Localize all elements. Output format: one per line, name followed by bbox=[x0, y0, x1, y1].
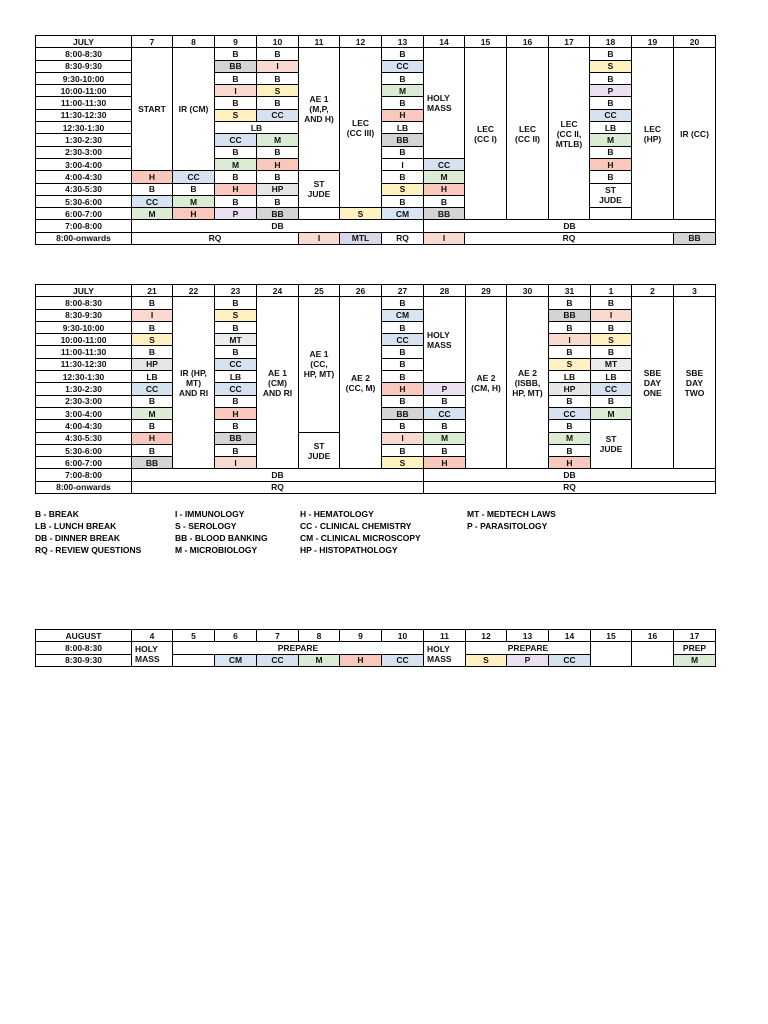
day-header: 9 bbox=[215, 36, 257, 48]
session-cell: S bbox=[590, 60, 632, 72]
session-cell: H bbox=[132, 432, 173, 444]
session-cell: H bbox=[215, 183, 257, 195]
time-slot: 4:30-5:30 bbox=[36, 183, 132, 195]
legend-item: CM - CLINICAL MICROSCOPY bbox=[300, 533, 421, 543]
legend-item: HP - HISTOPATHOLOGY bbox=[300, 545, 398, 555]
time-slot: 8:00-onwards bbox=[36, 481, 132, 493]
day-header: 30 bbox=[507, 285, 549, 297]
day-header: 12 bbox=[466, 630, 507, 642]
day-header: 8 bbox=[299, 630, 340, 642]
session-cell: DB bbox=[424, 469, 716, 481]
session-cell: CC bbox=[215, 134, 257, 146]
session-cell: CC bbox=[382, 334, 424, 346]
session-cell: I bbox=[299, 232, 340, 244]
session-cell: I bbox=[257, 60, 299, 72]
session-cell: B bbox=[382, 171, 424, 183]
session-cell: CC bbox=[424, 158, 465, 170]
session-cell: LB bbox=[215, 371, 257, 383]
session-cell: RQ bbox=[382, 232, 424, 244]
time-slot: 1:30-2:30 bbox=[36, 134, 132, 146]
session-cell: PREPARE bbox=[173, 642, 424, 654]
session-cell: ST JUDE bbox=[299, 171, 340, 208]
session-cell: H bbox=[215, 407, 257, 419]
session-cell: HP bbox=[132, 358, 173, 370]
session-cell: M bbox=[257, 134, 299, 146]
session-cell: B bbox=[132, 297, 173, 309]
day-header: 10 bbox=[382, 630, 424, 642]
session-cell: S bbox=[215, 109, 257, 121]
day-header: 14 bbox=[549, 630, 591, 642]
day-header: 13 bbox=[507, 630, 549, 642]
session-cell: CC bbox=[257, 654, 299, 666]
session-cell: LEC (HP) bbox=[632, 48, 674, 220]
time-slot: 5:30-6:00 bbox=[36, 444, 132, 456]
session-cell: MTL bbox=[340, 232, 382, 244]
session-cell: LEC (CC II) bbox=[507, 48, 549, 220]
session-cell: M bbox=[674, 654, 716, 666]
schedule-table bbox=[35, 284, 716, 494]
session-cell: B bbox=[132, 395, 173, 407]
session-cell: B bbox=[382, 321, 424, 333]
day-header: 2 bbox=[632, 285, 674, 297]
session-cell: B bbox=[132, 346, 173, 358]
schedule-table bbox=[35, 35, 716, 245]
session-cell: B bbox=[257, 195, 299, 207]
session-cell: AE 1 (CC, HP, MT) bbox=[299, 297, 340, 432]
session-cell: I bbox=[549, 334, 591, 346]
legend-item: I - IMMUNOLOGY bbox=[175, 509, 245, 519]
session-cell: HP bbox=[549, 383, 591, 395]
session-cell: B bbox=[382, 297, 424, 309]
day-header: 16 bbox=[632, 630, 674, 642]
session-cell: H bbox=[382, 383, 424, 395]
legend-item: H - HEMATOLOGY bbox=[300, 509, 374, 519]
session-cell: DB bbox=[424, 220, 716, 232]
session-cell: B bbox=[382, 195, 424, 207]
session-cell: I bbox=[215, 457, 257, 469]
session-cell: B bbox=[382, 48, 424, 60]
session-cell: B bbox=[382, 420, 424, 432]
session-cell: CC bbox=[132, 195, 173, 207]
session-cell: AE 2 (CM, H) bbox=[466, 297, 507, 469]
session-cell: B bbox=[549, 420, 591, 432]
session-cell: I bbox=[424, 232, 465, 244]
session-cell: CC bbox=[382, 654, 424, 666]
header-row bbox=[36, 36, 716, 48]
session-cell: CC bbox=[173, 171, 215, 183]
day-header: 20 bbox=[674, 36, 716, 48]
time-slot: 7:00-8:00 bbox=[36, 469, 132, 481]
time-slot: 2:30-3:00 bbox=[36, 146, 132, 158]
day-header: 17 bbox=[674, 630, 716, 642]
month-label: JULY bbox=[36, 285, 132, 297]
session-cell bbox=[299, 208, 340, 220]
session-cell: M bbox=[173, 195, 215, 207]
session-cell: CC bbox=[549, 654, 591, 666]
day-header: 14 bbox=[424, 36, 465, 48]
session-cell: M bbox=[132, 407, 173, 419]
session-cell bbox=[591, 642, 632, 667]
session-cell: S bbox=[132, 334, 173, 346]
session-cell: S bbox=[466, 654, 507, 666]
session-cell: B bbox=[549, 395, 591, 407]
time-slot: 10:00-11:00 bbox=[36, 334, 132, 346]
session-cell: P bbox=[215, 208, 257, 220]
schedule-table bbox=[35, 629, 716, 667]
session-cell: B bbox=[132, 183, 173, 195]
month-label: AUGUST bbox=[36, 630, 132, 642]
day-header: 16 bbox=[507, 36, 549, 48]
session-cell: HOLY MASS bbox=[424, 48, 465, 159]
session-cell: H bbox=[424, 183, 465, 195]
time-slot: 7:00-8:00 bbox=[36, 220, 132, 232]
time-slot: 8:00-8:30 bbox=[36, 297, 132, 309]
session-cell: B bbox=[424, 195, 465, 207]
session-cell: AE 1 (CM) AND RI bbox=[257, 297, 299, 469]
session-cell: LEC (CC II, MTLB) bbox=[549, 48, 590, 220]
time-slot: 11:00-11:30 bbox=[36, 97, 132, 109]
session-cell: H bbox=[549, 457, 591, 469]
session-cell: H bbox=[132, 171, 173, 183]
session-cell: S bbox=[382, 183, 424, 195]
session-cell: BB bbox=[382, 134, 424, 146]
time-slot: 3:00-4:00 bbox=[36, 158, 132, 170]
session-cell: BB bbox=[215, 432, 257, 444]
day-header: 6 bbox=[215, 630, 257, 642]
schedule-august-week-1 bbox=[35, 629, 715, 667]
session-cell: B bbox=[257, 97, 299, 109]
session-cell: CC bbox=[424, 407, 466, 419]
session-cell: B bbox=[382, 346, 424, 358]
session-cell: I bbox=[215, 85, 257, 97]
session-cell: M bbox=[132, 208, 173, 220]
session-cell: B bbox=[549, 346, 591, 358]
day-header: 11 bbox=[424, 630, 466, 642]
session-cell: B bbox=[590, 48, 632, 60]
session-cell: B bbox=[215, 195, 257, 207]
session-cell: CC bbox=[257, 109, 299, 121]
time-slot: 8:30-9:30 bbox=[36, 60, 132, 72]
day-header: 8 bbox=[173, 36, 215, 48]
session-cell: B bbox=[215, 146, 257, 158]
time-slot: 5:30-6:00 bbox=[36, 195, 132, 207]
session-cell: B bbox=[590, 146, 632, 158]
day-header: 19 bbox=[632, 36, 674, 48]
session-cell: RQ bbox=[465, 232, 674, 244]
session-cell: M bbox=[590, 134, 632, 146]
time-slot: 6:00-7:00 bbox=[36, 208, 132, 220]
day-header: 17 bbox=[549, 36, 590, 48]
legend-item: M - MICROBIOLOGY bbox=[175, 545, 258, 555]
time-slot: 12:30-1:30 bbox=[36, 371, 132, 383]
session-cell: P bbox=[424, 383, 466, 395]
session-cell: B bbox=[215, 97, 257, 109]
session-cell: B bbox=[591, 346, 632, 358]
day-header: 10 bbox=[257, 36, 299, 48]
session-cell: DB bbox=[132, 469, 424, 481]
session-cell: LB bbox=[590, 122, 632, 134]
session-cell: DB bbox=[132, 220, 424, 232]
session-cell: BB bbox=[215, 60, 257, 72]
session-cell: MT bbox=[591, 358, 632, 370]
session-cell: HOLY MASS bbox=[424, 642, 466, 667]
session-cell: BB bbox=[674, 232, 716, 244]
time-slot: 6:00-7:00 bbox=[36, 457, 132, 469]
session-cell: B bbox=[549, 297, 591, 309]
time-slot: 4:30-5:30 bbox=[36, 432, 132, 444]
session-cell: B bbox=[382, 358, 424, 370]
day-header: 25 bbox=[299, 285, 340, 297]
session-cell: M bbox=[549, 432, 591, 444]
session-cell: BB bbox=[132, 457, 173, 469]
session-cell: S bbox=[215, 309, 257, 321]
session-cell: HOLY MASS bbox=[132, 642, 173, 667]
session-cell: CC bbox=[590, 109, 632, 121]
session-cell: M bbox=[382, 85, 424, 97]
session-cell: B bbox=[382, 395, 424, 407]
legend bbox=[35, 508, 715, 556]
session-cell: B bbox=[549, 444, 591, 456]
session-cell: LB bbox=[215, 122, 299, 134]
session-cell: S bbox=[257, 85, 299, 97]
session-cell: H bbox=[590, 158, 632, 170]
session-cell: S bbox=[549, 358, 591, 370]
time-slot: 1:30-2:30 bbox=[36, 383, 132, 395]
session-cell: B bbox=[591, 321, 632, 333]
session-cell: B bbox=[257, 146, 299, 158]
session-cell: I bbox=[591, 309, 632, 321]
session-cell: LEC (CC I) bbox=[465, 48, 507, 220]
day-header: 12 bbox=[340, 36, 382, 48]
session-cell bbox=[632, 642, 674, 667]
day-header: 27 bbox=[382, 285, 424, 297]
day-header: 1 bbox=[591, 285, 632, 297]
session-cell: B bbox=[590, 171, 632, 183]
session-cell: B bbox=[215, 297, 257, 309]
session-cell: B bbox=[257, 72, 299, 84]
session-cell: CC bbox=[591, 383, 632, 395]
session-cell: START bbox=[132, 48, 173, 171]
session-cell: BB bbox=[257, 208, 299, 220]
session-cell: B bbox=[382, 444, 424, 456]
session-cell: CM bbox=[382, 208, 424, 220]
legend-item: BB - BLOOD BANKING bbox=[175, 533, 268, 543]
session-cell: M bbox=[591, 407, 632, 419]
session-cell: B bbox=[590, 72, 632, 84]
day-header: 3 bbox=[674, 285, 716, 297]
session-cell: B bbox=[591, 297, 632, 309]
session-cell: B bbox=[132, 444, 173, 456]
schedule-july-week-2 bbox=[35, 284, 715, 494]
session-cell: I bbox=[382, 158, 424, 170]
session-cell: IR (HP, MT) AND RI bbox=[173, 297, 215, 469]
session-cell: B bbox=[257, 48, 299, 60]
session-cell: RQ bbox=[132, 232, 299, 244]
session-cell: B bbox=[215, 395, 257, 407]
day-header: 7 bbox=[257, 630, 299, 642]
session-cell: B bbox=[215, 321, 257, 333]
day-header: 15 bbox=[465, 36, 507, 48]
time-slot: 4:00-4:30 bbox=[36, 420, 132, 432]
session-cell: B bbox=[549, 321, 591, 333]
schedule-july-week-1 bbox=[35, 35, 715, 245]
time-slot: 11:30-12:30 bbox=[36, 109, 132, 121]
time-slot: 9:30-10:00 bbox=[36, 321, 132, 333]
session-cell: B bbox=[173, 183, 215, 195]
session-cell: IR (CC) bbox=[674, 48, 716, 220]
session-cell: ST JUDE bbox=[299, 432, 340, 469]
session-cell: H bbox=[173, 208, 215, 220]
session-cell: CM bbox=[215, 654, 257, 666]
session-cell: SBE DAY ONE bbox=[632, 297, 674, 469]
session-cell: B bbox=[424, 395, 466, 407]
session-cell: ST JUDE bbox=[590, 183, 632, 208]
session-cell: P bbox=[590, 85, 632, 97]
session-cell: B bbox=[257, 171, 299, 183]
day-header: 7 bbox=[132, 36, 173, 48]
day-header: 28 bbox=[424, 285, 466, 297]
day-header: 11 bbox=[299, 36, 340, 48]
session-cell: CC bbox=[549, 407, 591, 419]
session-cell: H bbox=[382, 109, 424, 121]
session-cell bbox=[173, 654, 215, 666]
session-cell: RQ bbox=[132, 481, 424, 493]
session-cell: HP bbox=[257, 183, 299, 195]
session-cell: MT bbox=[215, 334, 257, 346]
legend-item: S - SEROLOGY bbox=[175, 521, 237, 531]
day-header: 13 bbox=[382, 36, 424, 48]
session-cell: B bbox=[424, 420, 466, 432]
session-cell: AE 2 (CC, M) bbox=[340, 297, 382, 469]
session-cell: B bbox=[215, 48, 257, 60]
session-cell: CM bbox=[382, 309, 424, 321]
session-cell: PREP bbox=[674, 642, 716, 654]
session-cell: SBE DAY TWO bbox=[674, 297, 716, 469]
session-cell: B bbox=[590, 97, 632, 109]
session-cell: H bbox=[340, 654, 382, 666]
session-cell: M bbox=[299, 654, 340, 666]
session-cell: B bbox=[132, 420, 173, 432]
session-cell: B bbox=[215, 444, 257, 456]
time-slot: 9:30-10:00 bbox=[36, 72, 132, 84]
legend-item: P - PARASITOLOGY bbox=[467, 521, 548, 531]
session-cell: AE 2 (ISBB, HP, MT) bbox=[507, 297, 549, 469]
session-cell: S bbox=[382, 457, 424, 469]
legend-item: B - BREAK bbox=[35, 509, 79, 519]
session-cell: ST JUDE bbox=[591, 420, 632, 469]
day-header: 26 bbox=[340, 285, 382, 297]
day-header: 21 bbox=[132, 285, 173, 297]
time-slot: 8:30-9:30 bbox=[36, 309, 132, 321]
month-label: JULY bbox=[36, 36, 132, 48]
day-header: 29 bbox=[466, 285, 507, 297]
day-header: 22 bbox=[173, 285, 215, 297]
session-cell: LB bbox=[549, 371, 591, 383]
session-cell: CC bbox=[215, 383, 257, 395]
session-cell: BB bbox=[549, 309, 591, 321]
legend-item: MT - MEDTECH LAWS bbox=[467, 509, 556, 519]
session-cell: PREPARE bbox=[466, 642, 591, 654]
session-cell: CC bbox=[215, 358, 257, 370]
session-cell: LEC (CC III) bbox=[340, 48, 382, 208]
session-cell: M bbox=[215, 158, 257, 170]
session-cell: M bbox=[424, 432, 466, 444]
day-header: 24 bbox=[257, 285, 299, 297]
session-cell: LB bbox=[382, 122, 424, 134]
time-slot: 4:00-4:30 bbox=[36, 171, 132, 183]
day-header: 9 bbox=[340, 630, 382, 642]
session-cell: IR (CM) bbox=[173, 48, 215, 171]
session-cell: LB bbox=[132, 371, 173, 383]
time-slot: 11:00-11:30 bbox=[36, 346, 132, 358]
session-cell: AE 1 (M,P, AND H) bbox=[299, 48, 340, 171]
session-cell: B bbox=[424, 444, 466, 456]
session-cell: B bbox=[215, 171, 257, 183]
legend-item: LB - LUNCH BREAK bbox=[35, 521, 117, 531]
session-cell: S bbox=[340, 208, 382, 220]
session-cell: BB bbox=[382, 407, 424, 419]
session-cell: H bbox=[424, 457, 466, 469]
session-cell: B bbox=[215, 420, 257, 432]
session-cell: B bbox=[382, 371, 424, 383]
session-cell: S bbox=[591, 334, 632, 346]
time-slot: 2:30-3:00 bbox=[36, 395, 132, 407]
session-cell: B bbox=[215, 72, 257, 84]
time-slot: 12:30-1:30 bbox=[36, 122, 132, 134]
time-slot: 11:30-12:30 bbox=[36, 358, 132, 370]
day-header: 31 bbox=[549, 285, 591, 297]
time-slot: 8:30-9:30 bbox=[36, 654, 132, 666]
legend-item: CC - CLINICAL CHEMISTRY bbox=[300, 521, 412, 531]
day-header: 23 bbox=[215, 285, 257, 297]
legend-item: DB - DINNER BREAK bbox=[35, 533, 120, 543]
time-slot: 8:00-onwards bbox=[36, 232, 132, 244]
session-cell: B bbox=[215, 346, 257, 358]
day-header: 5 bbox=[173, 630, 215, 642]
day-header: 18 bbox=[590, 36, 632, 48]
day-header: 15 bbox=[591, 630, 632, 642]
session-cell: B bbox=[382, 97, 424, 109]
session-cell: I bbox=[132, 309, 173, 321]
session-cell: CC bbox=[382, 60, 424, 72]
session-cell: BB bbox=[424, 208, 465, 220]
session-cell: B bbox=[591, 395, 632, 407]
session-cell: B bbox=[382, 146, 424, 158]
day-header: 4 bbox=[132, 630, 173, 642]
legend-item: RQ - REVIEW QUESTIONS bbox=[35, 545, 142, 555]
time-slot: 8:00-8:30 bbox=[36, 642, 132, 654]
time-slot: 10:00-11:00 bbox=[36, 85, 132, 97]
session-cell: B bbox=[132, 321, 173, 333]
session-cell: I bbox=[382, 432, 424, 444]
time-slot: 3:00-4:00 bbox=[36, 407, 132, 419]
session-cell: H bbox=[257, 158, 299, 170]
session-cell: RQ bbox=[424, 481, 716, 493]
session-cell: HOLY MASS bbox=[424, 297, 466, 383]
session-cell: LB bbox=[591, 371, 632, 383]
session-cell: CC bbox=[132, 383, 173, 395]
session-cell: P bbox=[507, 654, 549, 666]
time-slot: 8:00-8:30 bbox=[36, 48, 132, 60]
session-cell: M bbox=[424, 171, 465, 183]
session-cell: B bbox=[382, 72, 424, 84]
